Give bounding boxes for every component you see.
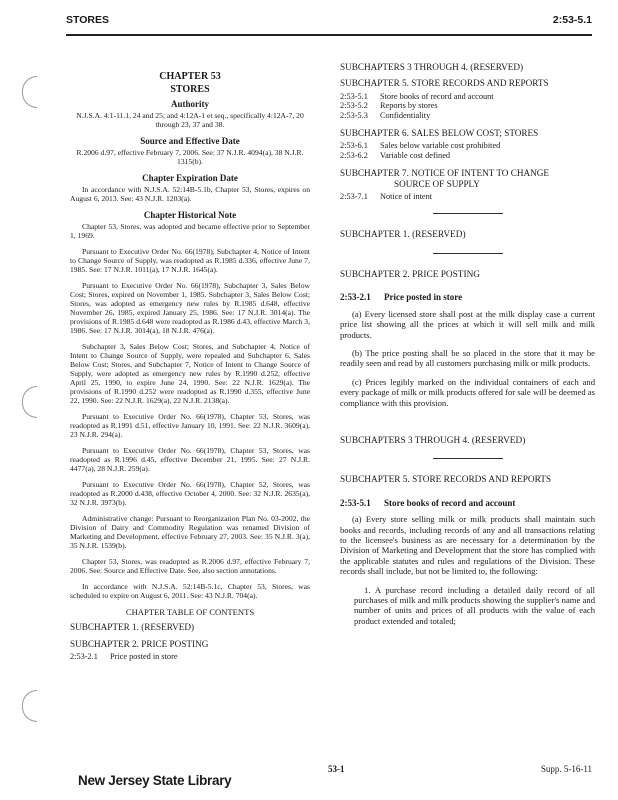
toc-entry-number: 2:53-5.1 [340, 91, 368, 101]
source-text: R.2006 d.97, effective February 7, 2006. See: 37 N.J.R. 4094(a), 38 N.J.R. 1315(b). [76, 148, 304, 166]
toc-subchapter-5: SUBCHAPTER 5. STORE RECORDS AND REPORTS [340, 78, 549, 89]
expiration-heading: Chapter Expiration Date [142, 173, 238, 183]
toc-entry-title: Notice of intent [380, 192, 433, 202]
history-heading: Chapter Historical Note [143, 210, 237, 220]
toc-subchapter-6: SUBCHAPTER 6. SALES BELOW COST; STORES [340, 128, 539, 139]
history-note: Chapter 53, Stores, was readopted as R.2006 d.97, effective February 7, 2006. See: Source and Effective Date. See, also section annotations. [70, 557, 310, 575]
toc-entry-number: 2:53-5.2 [340, 101, 368, 111]
toc-entry [340, 101, 595, 110]
source-heading: Source and Effective Date [140, 136, 240, 146]
toc-entry [340, 141, 595, 150]
chapter-title: STORES [170, 84, 210, 95]
history-note: Pursuant to Executive Order No. 66(1978), Chapter 52, Stores, was readopted as R.2000 d.438, effective October 4, 2000. See: 32 N.J.R. 2635(a), 32 N.J.R. 3973(b). [70, 480, 310, 507]
toc-entry-number: 2:53-6.2 [340, 150, 368, 160]
toc-entry-number: 2:53-2.1 [70, 652, 98, 661]
toc-entry-title: Price posted in store [110, 652, 178, 661]
subchapter-5-heading: SUBCHAPTER 5. STORE RECORDS AND REPORTS [340, 475, 552, 486]
section-title: Price posted in store [384, 292, 463, 303]
toc-subchapter-2: SUBCHAPTER 2. PRICE POSTING [70, 639, 209, 649]
history-note: Pursuant to Executive Order No. 66(1978), Chapter 53, Stores, was readopted as R.1991 d.51, effective January 10, 1991. See: 22 N.J.R. 3609(a), 23 N.J.R. 294(a). [70, 412, 310, 439]
supplement-date: Supp. 5-16-11 [540, 764, 592, 774]
toc-entry-number: 2:53-5.3 [340, 110, 368, 120]
toc-entry [340, 192, 595, 201]
page-number: 53-1 [328, 764, 345, 774]
toc-entry [340, 111, 595, 120]
section-paragraph: (b) The price posting shall be so placed in the store that it may be readily seen and read by all customers purchasing milk or milk products. [340, 347, 595, 369]
toc-subchapter-7-cont: SOURCE OF SUPPLY [394, 178, 480, 189]
punch-hole [22, 690, 37, 722]
page-footer [66, 764, 592, 788]
authority-heading: Authority [171, 99, 209, 109]
section-number: 2:53-2.1 [340, 292, 371, 303]
section-paragraph: (c) Prices legibly marked on the individual containers of each and every package of milk or milk products offered for sale will be deemed as compliance with this provision. [340, 376, 595, 408]
right-column [340, 62, 595, 634]
header-section: 2:53-5.1 [552, 14, 592, 26]
toc-subchapter-1: SUBCHAPTER 1. (RESERVED) [70, 622, 195, 632]
expiration-text: In accordance with N.J.S.A. 52:14B-5.1b, Chapter 53, Stores, expires on August 6, 2013. See: 43 N.J.R. 1203(a). [70, 185, 310, 203]
toc-entry [70, 652, 310, 661]
punch-hole [22, 76, 37, 108]
punch-hole [22, 386, 37, 418]
section-paragraph: (a) Every licensed store shall post at the milk display case a current price list showing all the prices at which it will sell milk and milk products. [340, 308, 595, 340]
toc-entry-title: Store books of record and account [380, 91, 494, 101]
section-heading-2-1 [340, 292, 595, 302]
subchapter-2-heading: SUBCHAPTER 2. PRICE POSTING [340, 269, 480, 280]
divider [433, 458, 503, 459]
section-heading-5-1 [340, 498, 595, 508]
toc-entry-title: Variable cost defined [380, 150, 451, 160]
toc-entry [340, 92, 595, 101]
history-note: Pursuant to Executive Order No. 66(1978), Subchapter 3, Sales Below Cost; Stores, expired on November 1, 1985. Subchapter 3, Sales Below Cost; Stores, was adopted as emergency new rules by R.1985 d.648, effective November 26, 1985, expired January 25, 1986. See: 17 N.J.R. 3014(a). The provisions of R.1985 d.648 were readopted as R.1986 d.43, effective March 3, 1986. See: 17 N.J.R. 3014(a), 18 N.J.R. 476(a). [70, 281, 310, 335]
section-number: 2:53-5.1 [340, 497, 371, 508]
history-note: Pursuant to Executive Order No. 66(1978), Chapter 53, Stores, was readopted as R.1996 d.45, effective December 21, 1995. See: 27 N.J.R. 4477(a), 28 N.J.R. 259(a). [70, 446, 310, 473]
history-note: Chapter 53, Stores, was adopted and became effective prior to September 1, 1969. [70, 222, 310, 240]
divider [433, 213, 503, 214]
toc-subchapter-7: SUBCHAPTER 7. NOTICE OF INTENT TO CHANGE [340, 168, 550, 179]
header-title: STORES [66, 14, 109, 26]
history-note: Administrative change: Pursuant to Reorganization Plan No. 03-2002, the Division of Dairy and Commodity Regulation was renamed Division of Marketing and Development, effective February 27, 2003. See: 35 N.J.R. 3(a), 35 N.J.R. 1539(b). [70, 514, 310, 550]
subchapters-3-4-heading: SUBCHAPTERS 3 THROUGH 4. (RESERVED) [340, 435, 526, 446]
history-note: Subchapter 3, Sales Below Cost; Stores, and Subchapter 4, Notice of Intent to Change Source of Supply, were repealed and Subchapter 6, Sales Below Cost; Stores, and Subchapter 7, Notice of Intent to Change Source of Supply, were adopted as emergency new rules by R.1990 d.252, effective April 25, 1990, to expire June 24, 1990. See: 22 N.J.R. 1629(a). The provisions of R.1990 d.252 were readopted as R.1990 d.355, effective June 22, 1990. See: 22 N.J.R. 1629(a), 22 N.J.R. 2138(a). [70, 342, 310, 405]
section-title: Store books of record and account [384, 497, 516, 508]
divider [433, 253, 503, 254]
subchapter-1-heading: SUBCHAPTER 1. (RESERVED) [340, 230, 466, 241]
history-notes [70, 222, 310, 600]
toc-subchapters-3-4: SUBCHAPTERS 3 THROUGH 4. (RESERVED) [340, 62, 524, 72]
chapter-number: CHAPTER 53 [159, 71, 221, 82]
library-watermark: New Jersey State Library [78, 773, 232, 788]
section-paragraph: (a) Every store selling milk or milk products shall maintain such books and records, including records of any and all transactions relating to the licensee's business as are necessary for a determination by the Division of Marketing and Development that the store has complied with the applicable statutes and rules and regulations of the Division. These records shall include, but not be limited to, the following: [340, 514, 595, 577]
history-note: In accordance with N.J.S.A. 52:14B-5.1c, Chapter 53, Stores, was scheduled to expire on August 6, 2011. See: 43 N.J.R. 704(a). [70, 582, 310, 600]
left-column [70, 62, 310, 661]
toc-entry-title: Sales below variable cost prohibited [380, 141, 501, 151]
toc-entry-number: 2:53-6.1 [340, 141, 368, 151]
authority-text: N.J.S.A. 4:1-11.1, 24 and 25; and 4:12A-1 et seq., specifically 4:12A-7, 20 through 23, 37 and 38. [76, 111, 304, 129]
section-list-item: 1. A purchase record including a detailed daily record of all purchases of milk and milk products showing the supplier's name and number of units and prices of all products with the value of each product extended and totaled; [354, 584, 595, 626]
toc-entry-title: Reports by stores [380, 101, 438, 111]
toc-entry [340, 151, 595, 160]
running-header [66, 12, 592, 36]
toc-heading: CHAPTER TABLE OF CONTENTS [125, 607, 255, 617]
toc-entry-number: 2:53-7.1 [340, 192, 368, 202]
history-note: Pursuant to Executive Order No. 66(1978), Subchapter 4, Notice of Intent to Change Source of Supply, was readopted as R.1985 d.336, effective June 7, 1985. See: 17 N.J.R. 1011(a), 17 N.J.R. 1645(a). [70, 247, 310, 274]
toc-entry-title: Confidentiality [380, 110, 431, 120]
